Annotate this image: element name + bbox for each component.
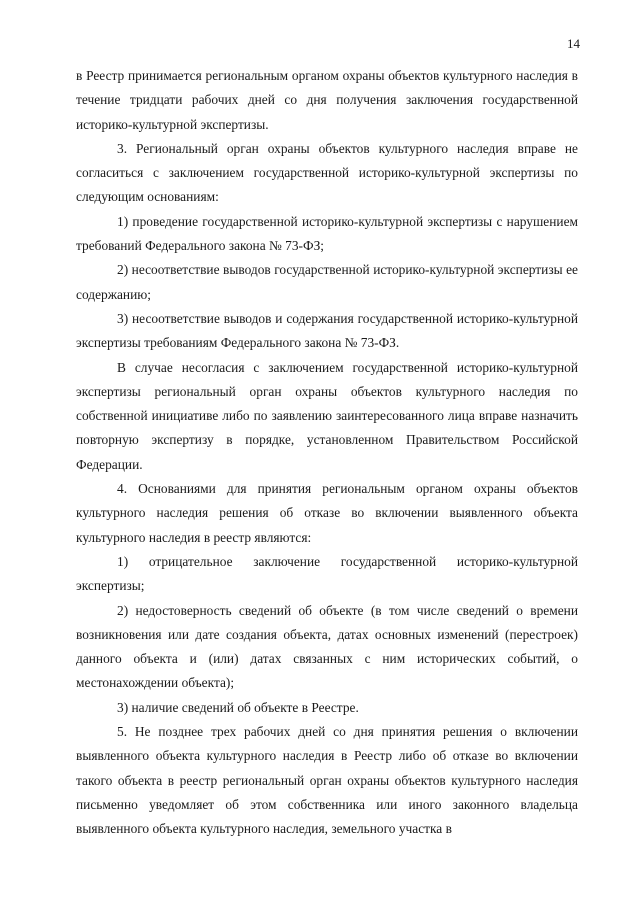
- list-item-3-2: 2) несоответствие выводов государственной историко-культурной экспертизы ее содержанию;: [76, 262, 578, 302]
- list-item-3-3: 3) несоответствие выводов и содержания государственной историко-культурной экспертизы требованиям Федерального закона № 73-ФЗ.: [76, 310, 578, 351]
- paragraph-clause-5: 5. Не позднее трех рабочих дней со дня принятия решения о включении выявленного объекта культурного наследия в Реестр либо об отказе во включении такого объекта в реестр региональный орган охраны объектов культурного наследия письменно уведомляет об этом собственника или иного законного владельца выявленного объекта культурного наследия, земельного участка в: [76, 724, 578, 837]
- paragraph-clause-3: 3. Региональный орган охраны объектов культурного наследия вправе не согласиться с заключением государственной историко-культурной экспертизы по следующим основаниям:: [76, 140, 578, 205]
- paragraph-disagreement: В случае несогласия с заключением государственной историко-культурной экспертизы региональный орган охраны объектов культурного наследия по собственной инициативе либо по заявлению заинтересованного лица вправе назначить повторную экспертизу в порядке, установленном Правительством Российской Федерации.: [76, 359, 578, 472]
- page-number: 14: [567, 36, 580, 51]
- document-body: [76, 64, 578, 842]
- paragraph-continuation: в Реестр принимается региональным органом охраны объектов культурного наследия в течение тридцати рабочих дней со дня получения заключения государственной историко-культурной экспертизы.: [76, 68, 578, 132]
- list-item-4-1: 1) отрицательное заключение государственной историко-культурной экспертизы;: [76, 553, 578, 594]
- list-item-3-1: 1) проведение государственной историко-культурной экспертизы с нарушением требований Федерального закона № 73-ФЗ;: [76, 213, 578, 254]
- paragraph-clause-4: 4. Основаниями для принятия региональным органом охраны объектов культурного наследия решения об отказе во включении выявленного объекта культурного наследия в реестр являются:: [76, 481, 578, 545]
- list-item-4-3: 3) наличие сведений об объекте в Реестре.: [117, 699, 359, 715]
- list-item-4-2: 2) недостоверность сведений об объекте (в том числе сведений о времени возникновения или дате создания объекта, датах основных изменений (перестроек) данного объекта и (или) датах связанных с ним исторических событий, о местонахождении объекта);: [76, 602, 578, 691]
